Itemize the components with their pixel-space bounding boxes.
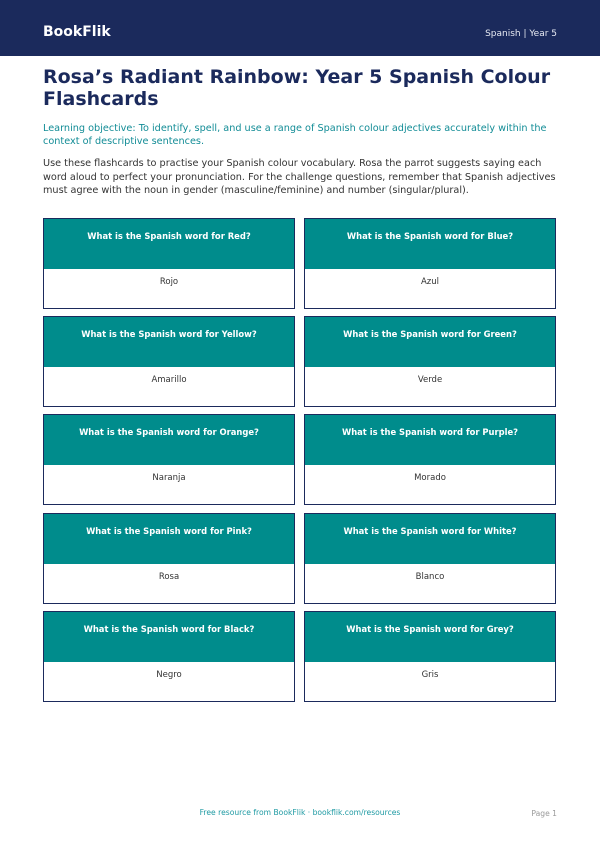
flashcard-green[interactable] <box>304 316 556 407</box>
flashcard-question: What is the Spanish word for Grey? <box>305 612 555 662</box>
flashcard-orange[interactable] <box>43 414 295 505</box>
flashcard-answer: Blanco <box>415 572 445 582</box>
flashcard-red[interactable] <box>43 218 295 309</box>
flashcard-answer: Rojo <box>159 277 179 287</box>
flashcard-grey[interactable] <box>304 611 556 702</box>
flashcard-answer: Amarillo <box>151 375 187 385</box>
flashcard-question: What is the Spanish word for Green? <box>305 317 555 367</box>
flashcard-yellow[interactable] <box>43 316 295 407</box>
flashcard-answer: Gris <box>421 670 439 680</box>
flashcard-blue[interactable] <box>304 218 556 309</box>
footer-link[interactable]: Free resource from BookFlik · bookflik.com/resources <box>199 808 401 817</box>
flashcard-white[interactable] <box>304 513 556 604</box>
learning-objective: Learning objective: To identify, spell, and use a range of Spanish colour adjectives accurately within the context of descriptive sentences. <box>43 123 547 147</box>
brand-logo[interactable]: BookFlik <box>43 24 111 40</box>
flashcard-answer: Azul <box>420 277 440 287</box>
flashcard-question: What is the Spanish word for Black? <box>44 612 294 662</box>
page-title: Rosa’s Radiant Rainbow: Year 5 Spanish Colour Flashcards <box>43 66 551 110</box>
flashcard-question: What is the Spanish word for White? <box>305 514 555 564</box>
flashcard-pink[interactable] <box>43 513 295 604</box>
header-bar <box>0 0 600 56</box>
flashcard-black[interactable] <box>43 611 295 702</box>
flashcard-answer: Rosa <box>158 572 180 582</box>
flashcard-question: What is the Spanish word for Orange? <box>44 415 294 465</box>
flashcard-answer: Morado <box>414 473 446 483</box>
flashcard-question: What is the Spanish word for Purple? <box>305 415 555 465</box>
breadcrumb: Spanish | Year 5 <box>485 29 557 39</box>
flashcard-question: What is the Spanish word for Blue? <box>305 219 555 269</box>
flashcard-question: What is the Spanish word for Pink? <box>44 514 294 564</box>
flashcard-answer: Verde <box>417 375 443 385</box>
flashcard-question: What is the Spanish word for Red? <box>44 219 294 269</box>
flashcard-purple[interactable] <box>304 414 556 505</box>
intro-paragraph: Use these flashcards to practise your Spanish colour vocabulary. Rosa the parrot suggests saying each word aloud to perfect your pronunciation. For the challenge questions, remember that Spanish adjectives must agree with the noun in gender (masculine/feminine) and number (singular/plural). <box>43 158 556 196</box>
flashcard-question: What is the Spanish word for Yellow? <box>44 317 294 367</box>
flashcard-answer: Negro <box>156 670 182 680</box>
flashcard-answer: Naranja <box>152 473 186 483</box>
page-number: Page 1 <box>531 809 557 818</box>
